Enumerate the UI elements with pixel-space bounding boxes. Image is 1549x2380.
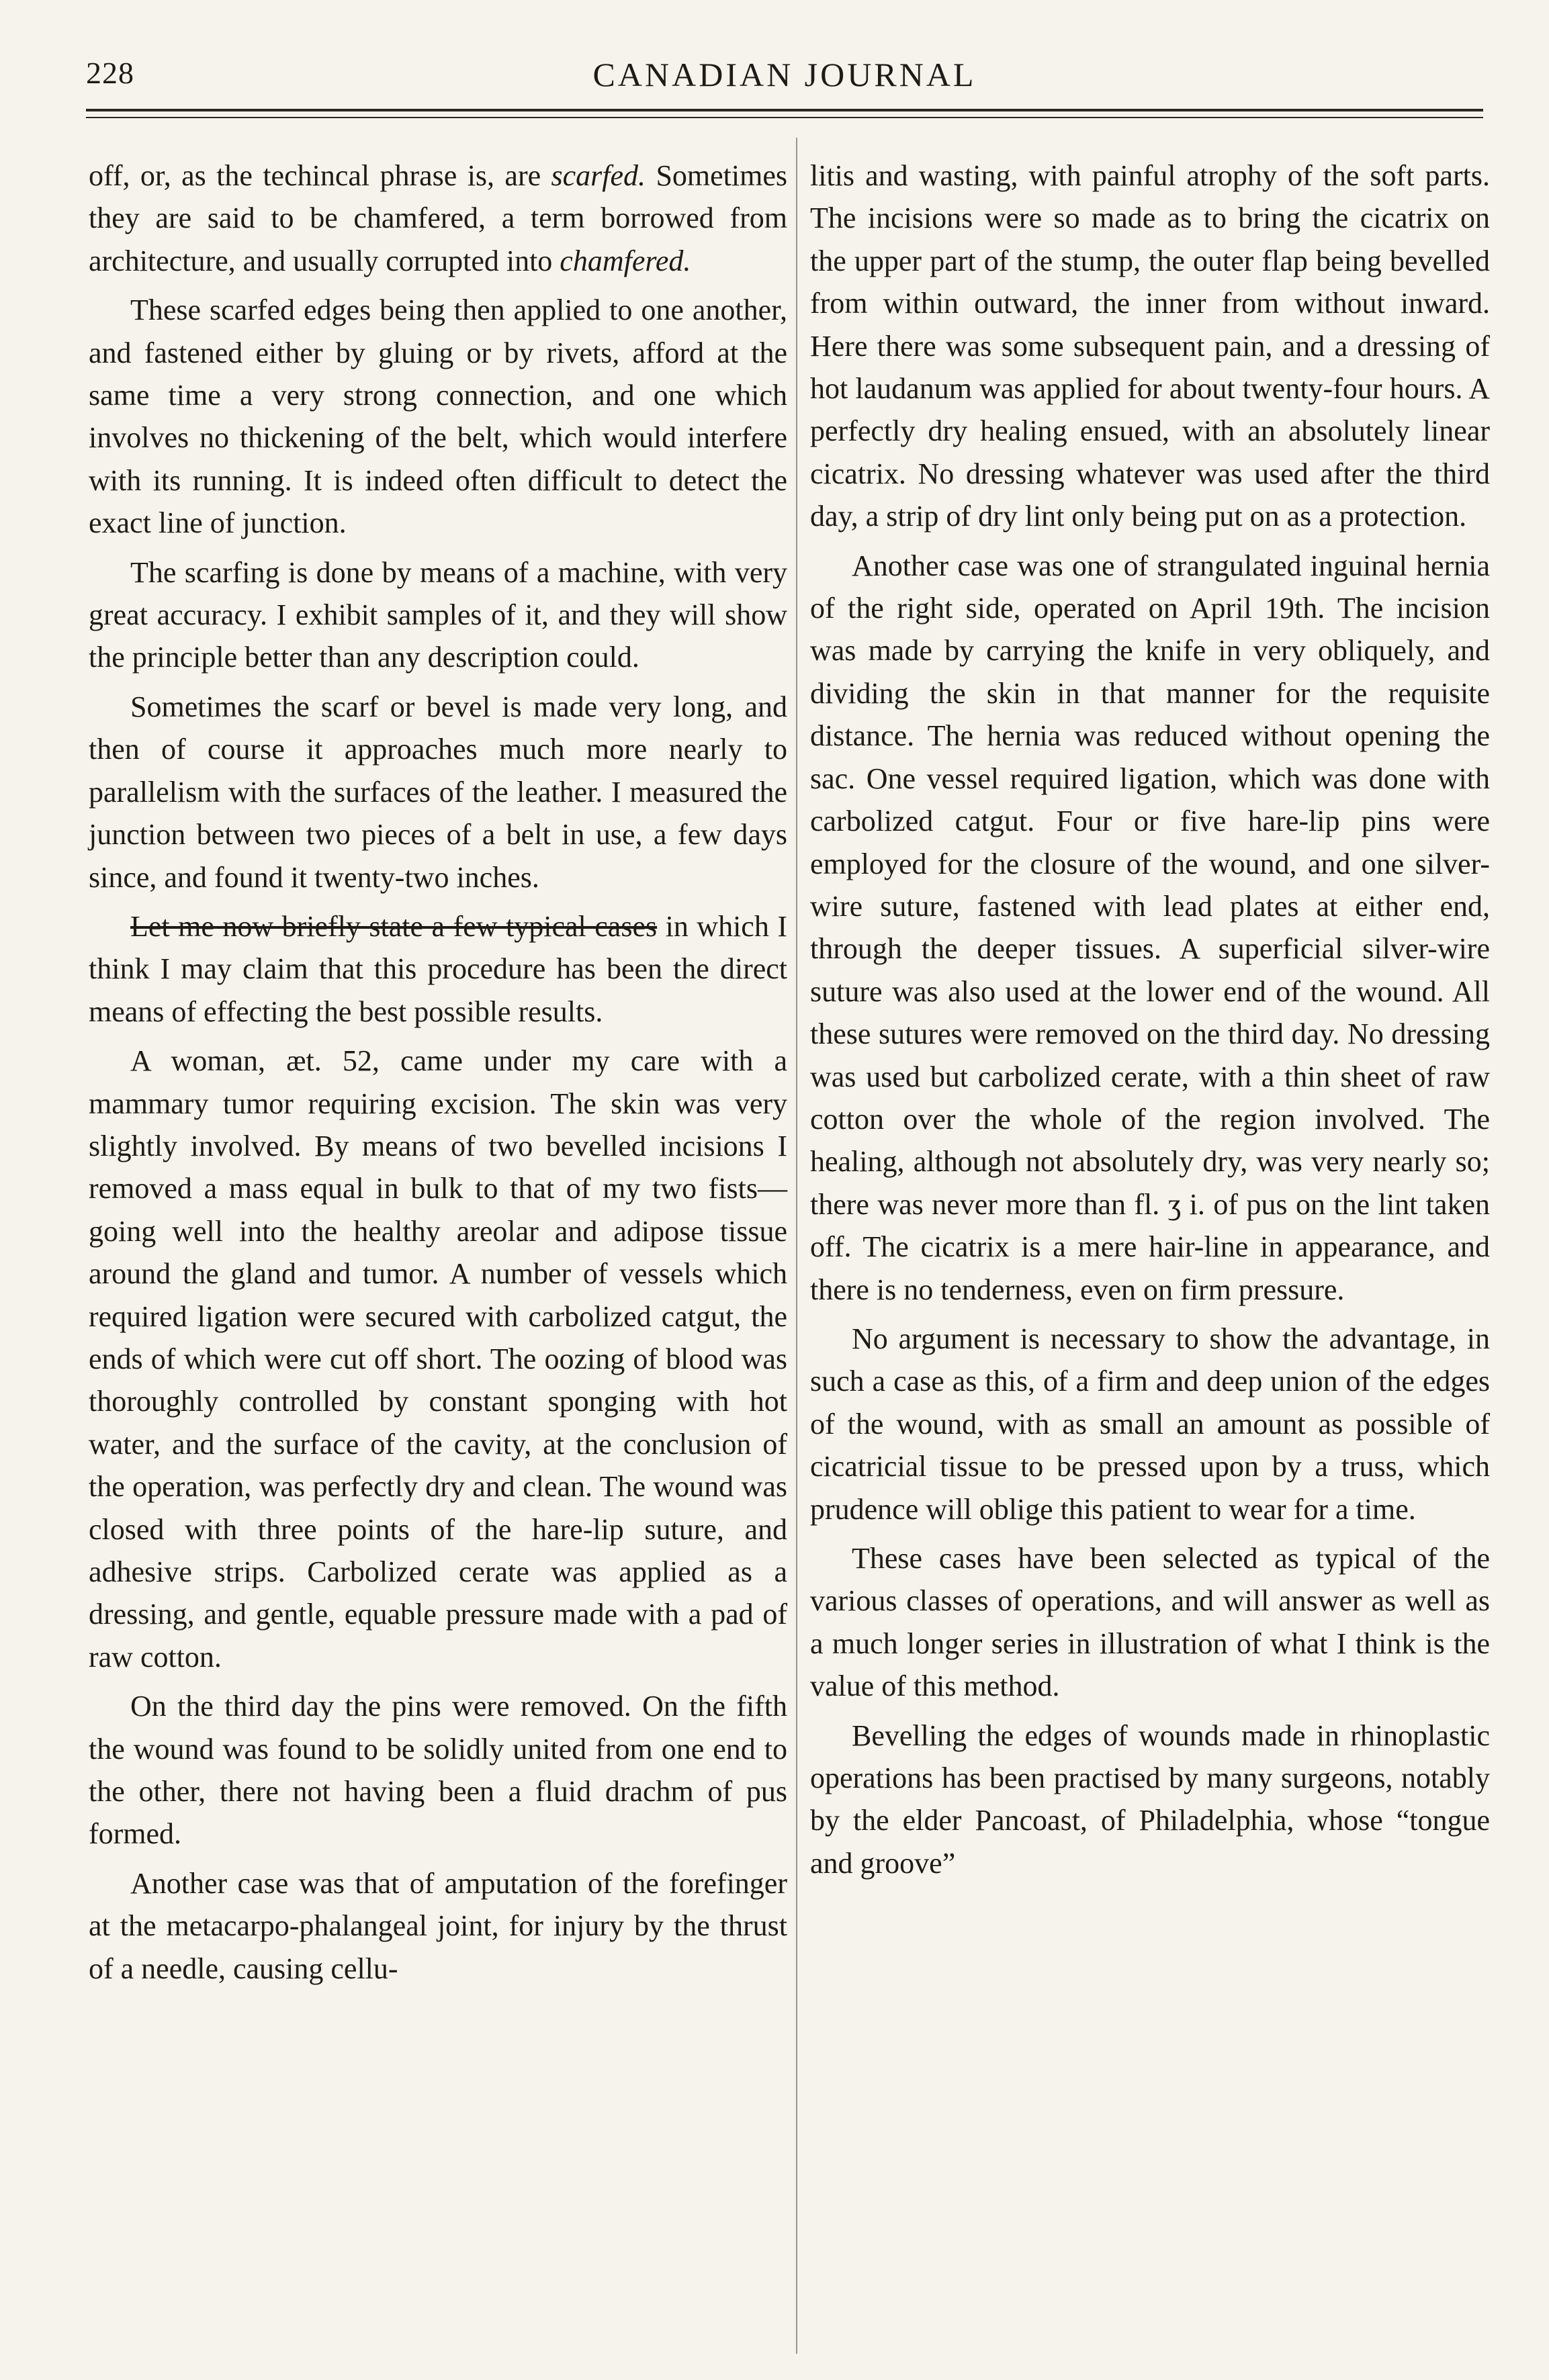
- header-rule-thick: [86, 109, 1483, 111]
- text-run: off, or, as the techincal phrase is, are: [89, 159, 551, 192]
- page-number: 228: [86, 56, 134, 90]
- paragraph: litis and wasting, with painful atrophy of the soft parts. The incisions were so made as to bring the cicatrix on the upper part of the stump, the outer flap being bevelled from within outward, the inner from without inward. Here there was some subsequent pain, and a dressing of hot laudanum was applied for about twenty-four hours. A perfectly dry healing ensued, with an absolutely linear cicatrix. No dressing whatever was used after the third day, a strip of dry lint only being put on as a protection.: [810, 159, 1490, 533]
- paragraph: A woman, æt. 52, came under my care with a mammary tumor requiring excision. The skin was very slightly involved. By means of two bevelled incisions I removed a mass equal in bulk to that of my two fists—going well into the healthy areolar and adipose tissue around the gland and tumor. A number of vessels which required ligation were secured with carbolized catgut, the ends of which were cut off short. The oozing of blood was thoroughly controlled by constant sponging with hot water, and the surface of the cavity, at the conclusion of the operation, was perfectly dry and clean. The wound was closed with three points of the hare-lip suture, and adhesive strips. Carbolized cerate was applied as a dressing, and gentle, equable pressure made with a pad of raw cotton.: [89, 1044, 787, 1674]
- journal-title: CANADIAN JOURNAL: [592, 56, 977, 93]
- left-column: [89, 154, 787, 1990]
- paragraph: Another case was that of amputation of the forefinger at the metacarpo-phalangeal joint, for injury by the thrust of a needle, causing cellu-: [89, 1866, 787, 1985]
- right-column: [810, 154, 1490, 1884]
- paragraph: No argument is necessary to show the advantage, in such a case as this, of a firm and deep union of the edges of the wound, with as small an amount as possible of cicatricial tissue to be pressed upon by a truss, which prudence will oblige this patient to wear for a time.: [810, 1322, 1490, 1526]
- paragraph: These cases have been selected as typical of the various classes of operations, and will answer as well as a much longer series in illustration of what I think is the value of this method.: [810, 1542, 1490, 1703]
- paragraph: On the third day the pins were removed. On the fifth the wound was found to be solidly united from one end to the other, there not having been a fluid drachm of pus formed.: [89, 1690, 787, 1851]
- paragraph: Sometimes the scarf or bevel is made very long, and then of course it approaches much more nearly to parallelism with the surfaces of the leather. I measured the junction between two pieces of a belt in use, a few days since, and found it twenty-two inches.: [89, 690, 787, 894]
- paragraph: The scarfing is done by means of a machine, with very great accuracy. I exhibit samples of it, and they will show the principle better than any description could.: [89, 555, 787, 674]
- header-rule-thin: [86, 117, 1483, 118]
- struck-text: Let me now briefly state a few typical cases: [130, 909, 658, 943]
- italic-term: scarfed.: [551, 159, 646, 192]
- paragraph: These scarfed edges being then applied to one another, and fastened either by gluing or by rivets, afford at the same time a very strong connection, and one which involves no thickening of the belt, which would interfere with its running. It is indeed often difficult to detect the exact line of junction.: [89, 293, 787, 540]
- paragraph: Bevelling the edges of wounds made in rhinoplastic operations has been practised by many surgeons, notably by the elder Pancoast, of Philadelphia, whose “tongue and groove”: [810, 1719, 1490, 1880]
- running-head: [86, 55, 1483, 102]
- text-run: Sometimes they are said to be chamfered, a term borrowed from architecture, and usually corrupted into: [89, 159, 787, 277]
- italic-term: chamfered.: [560, 244, 691, 277]
- column-divider: [796, 138, 797, 2354]
- paragraph: Another case was one of strangulated inguinal hernia of the right side, operated on April 19th. The incision was made by carrying the knife in very obliquely, and dividing the skin in that manner for the requisite distance. The hernia was reduced without opening the sac. One vessel required ligation, which was done with carbolized catgut. Four or five hare-lip pins were employed for the closure of the wound, and one silver-wire suture, fastened with lead plates at either end, through the deeper tissues. A superficial silver-wire suture was also used at the lower end of the wound. All these sutures were removed on the third day. No dressing was used but carbolized cerate, with a thin sheet of raw cotton over the whole of the region involved. The healing, although not absolutely dry, was very nearly so; there was never more than fl. ʒ i. of pus on the lint taken off. The cicatrix is a mere hair-line in appearance, and there is no tenderness, even on firm pressure.: [810, 549, 1490, 1306]
- paragraph: [89, 154, 787, 282]
- paragraph: [89, 905, 787, 1033]
- text-run: in which I think I may claim that this procedure has been the direct means of effecting the best possible results.: [89, 909, 787, 1028]
